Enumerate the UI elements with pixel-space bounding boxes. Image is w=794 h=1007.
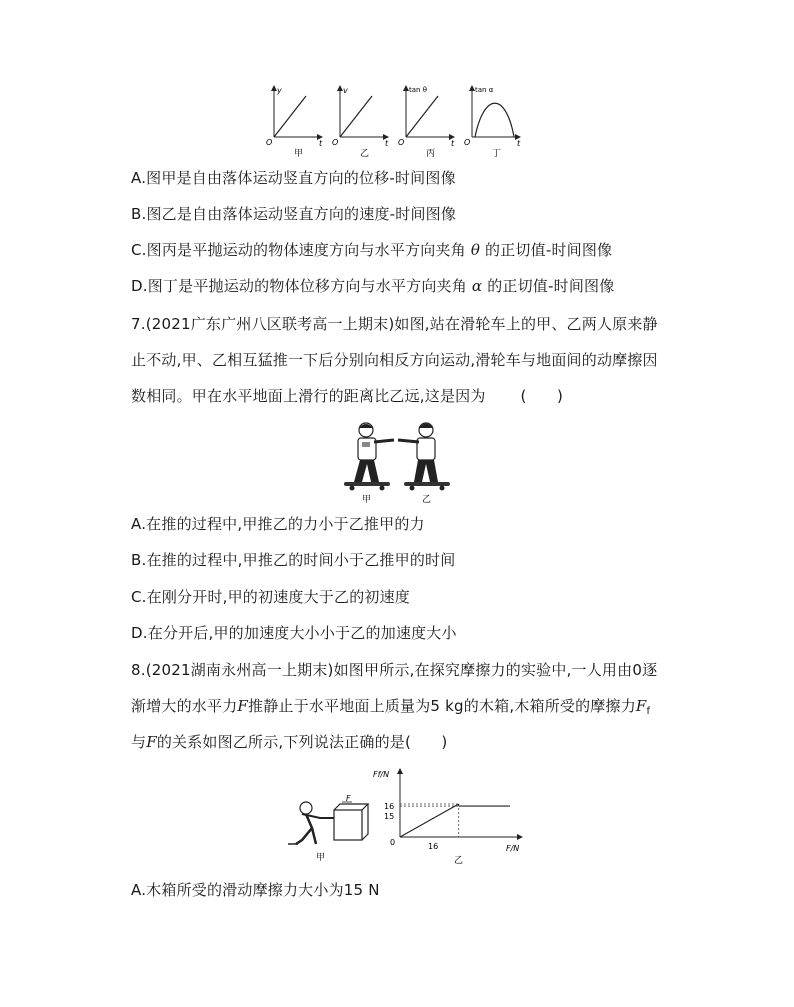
graph-bing-x-label: t bbox=[451, 139, 455, 148]
q6-option-c bbox=[131, 240, 612, 260]
friction-f-subscript: f bbox=[646, 706, 651, 717]
q8-stem-line-3 bbox=[131, 732, 448, 752]
theta-symbol: θ bbox=[470, 241, 481, 259]
graph-bing-origin: O bbox=[398, 138, 405, 147]
graph-jia-caption: 甲 bbox=[294, 149, 304, 159]
q8-stem-text-c: 与 bbox=[131, 733, 147, 751]
q7-fig-caption-yi: 乙 bbox=[422, 495, 432, 505]
q7-stem-line-2: 止不动,甲、乙相互猛推一下后分别向相反方向运动,滑轮车与地面间的动摩擦因 bbox=[131, 351, 658, 369]
q7-option-b: B.在推的过程中,甲推乙的时间小于乙推甲的时间 bbox=[131, 551, 456, 569]
q8-stem-line-2 bbox=[131, 696, 650, 722]
x-tick-16: 16 bbox=[428, 842, 439, 851]
q7-fig-caption-jia: 甲 bbox=[362, 495, 372, 505]
q7-stem-line-1: 7.(2021广东广州八区联考高一上期末)如图,站在滑轮车上的甲、乙两人原来静 bbox=[131, 315, 658, 333]
q8-figure-push bbox=[272, 788, 372, 868]
graph-jia-origin: O bbox=[266, 138, 273, 147]
person-yi-illustration bbox=[398, 423, 450, 491]
graph-yi-caption: 乙 bbox=[360, 149, 370, 159]
q6-option-b: B.图乙是自由落体运动竖直方向的速度-时间图像 bbox=[131, 205, 457, 223]
q7-stem-text: 数相同。甲在水平地面上滑行的距离比乙远,这是因为 bbox=[131, 387, 486, 405]
q6-option-c-text-end: 的正切值-时间图像 bbox=[485, 241, 613, 259]
q6-option-d-text: D.图丁是平抛运动的物体位移方向与水平方向夹角 bbox=[131, 277, 467, 295]
rising-friction-line bbox=[400, 804, 459, 837]
q6-option-c-text: C.图丙是平抛运动的物体速度方向与水平方向夹角 bbox=[131, 241, 466, 259]
graph-yi bbox=[332, 86, 389, 159]
q7-option-d: D.在分开后,甲的加速度大小小于乙的加速度大小 bbox=[131, 624, 457, 642]
q7-option-c: C.在刚分开时,甲的初速度大于乙的初速度 bbox=[131, 588, 411, 606]
graph-ding-x-label: t bbox=[517, 139, 521, 148]
force-F-symbol: F bbox=[237, 697, 249, 715]
friction-Ff-symbol: F bbox=[635, 697, 647, 715]
q6-graphs bbox=[262, 82, 534, 160]
q8-stem-text-a: 渐增大的水平力 bbox=[131, 697, 238, 715]
q7-option-a: A.在推的过程中,甲推乙的力小于乙推甲的力 bbox=[131, 515, 425, 533]
q7-answer-bracket: ( ) bbox=[520, 387, 564, 405]
graph-jia-x-label: t bbox=[319, 139, 323, 148]
q8-stem-line-1: 8.(2021湖南永州高一上期末)如图甲所示,在探究摩擦力的实验中,一人用由0逐 bbox=[131, 661, 658, 679]
person-jia-illustration bbox=[344, 423, 394, 491]
q6-option-a: A.图甲是自由落体运动竖直方向的位移-时间图像 bbox=[131, 169, 456, 187]
chart-marks bbox=[400, 804, 510, 837]
graph-bing-y-label: tan θ bbox=[409, 86, 427, 94]
graph-jia-y-label: y bbox=[277, 86, 282, 95]
q8-force-label: F bbox=[346, 794, 351, 803]
y-tick-15: 15 bbox=[384, 812, 395, 821]
alpha-symbol: α bbox=[471, 277, 483, 295]
q8-figure-graph bbox=[372, 765, 532, 873]
q8-fig-caption-yi: 乙 bbox=[454, 856, 464, 866]
graph-jia bbox=[266, 86, 323, 159]
graph-ding bbox=[464, 86, 521, 159]
graph-ding-caption: 丁 bbox=[492, 149, 502, 159]
y-axis-label: Ff/N bbox=[373, 770, 390, 779]
q8-option-a: A.木箱所受的滑动摩擦力大小为15 N bbox=[131, 881, 380, 899]
graph-bing bbox=[398, 86, 455, 159]
q6-option-d bbox=[131, 276, 614, 296]
q8-stem-text-d: 的关系如图乙所示,下列说法正确的是( ) bbox=[156, 733, 448, 751]
graph-yi-y-label: v bbox=[343, 86, 348, 95]
graph-ding-origin: O bbox=[464, 138, 471, 147]
q7-figure bbox=[338, 418, 462, 506]
q7-stem-line-3 bbox=[131, 386, 563, 406]
q6-option-d-text-end: 的正切值-时间图像 bbox=[487, 277, 615, 295]
graph-yi-origin: O bbox=[332, 138, 339, 147]
origin-label: 0 bbox=[390, 838, 396, 847]
y-tick-16: 16 bbox=[384, 802, 395, 811]
x-axis-label: F/N bbox=[506, 844, 520, 853]
graph-yi-x-label: t bbox=[385, 139, 389, 148]
force-F-symbol-2: F bbox=[146, 733, 157, 751]
graph-ding-y-label: tan α bbox=[475, 86, 494, 94]
q8-stem-text-b: 推静止于水平地面上质量为5 kg的木箱,木箱所受的摩擦力 bbox=[248, 697, 636, 715]
q8-fig-caption-jia: 甲 bbox=[316, 853, 326, 863]
graph-bing-caption: 丙 bbox=[426, 149, 436, 159]
